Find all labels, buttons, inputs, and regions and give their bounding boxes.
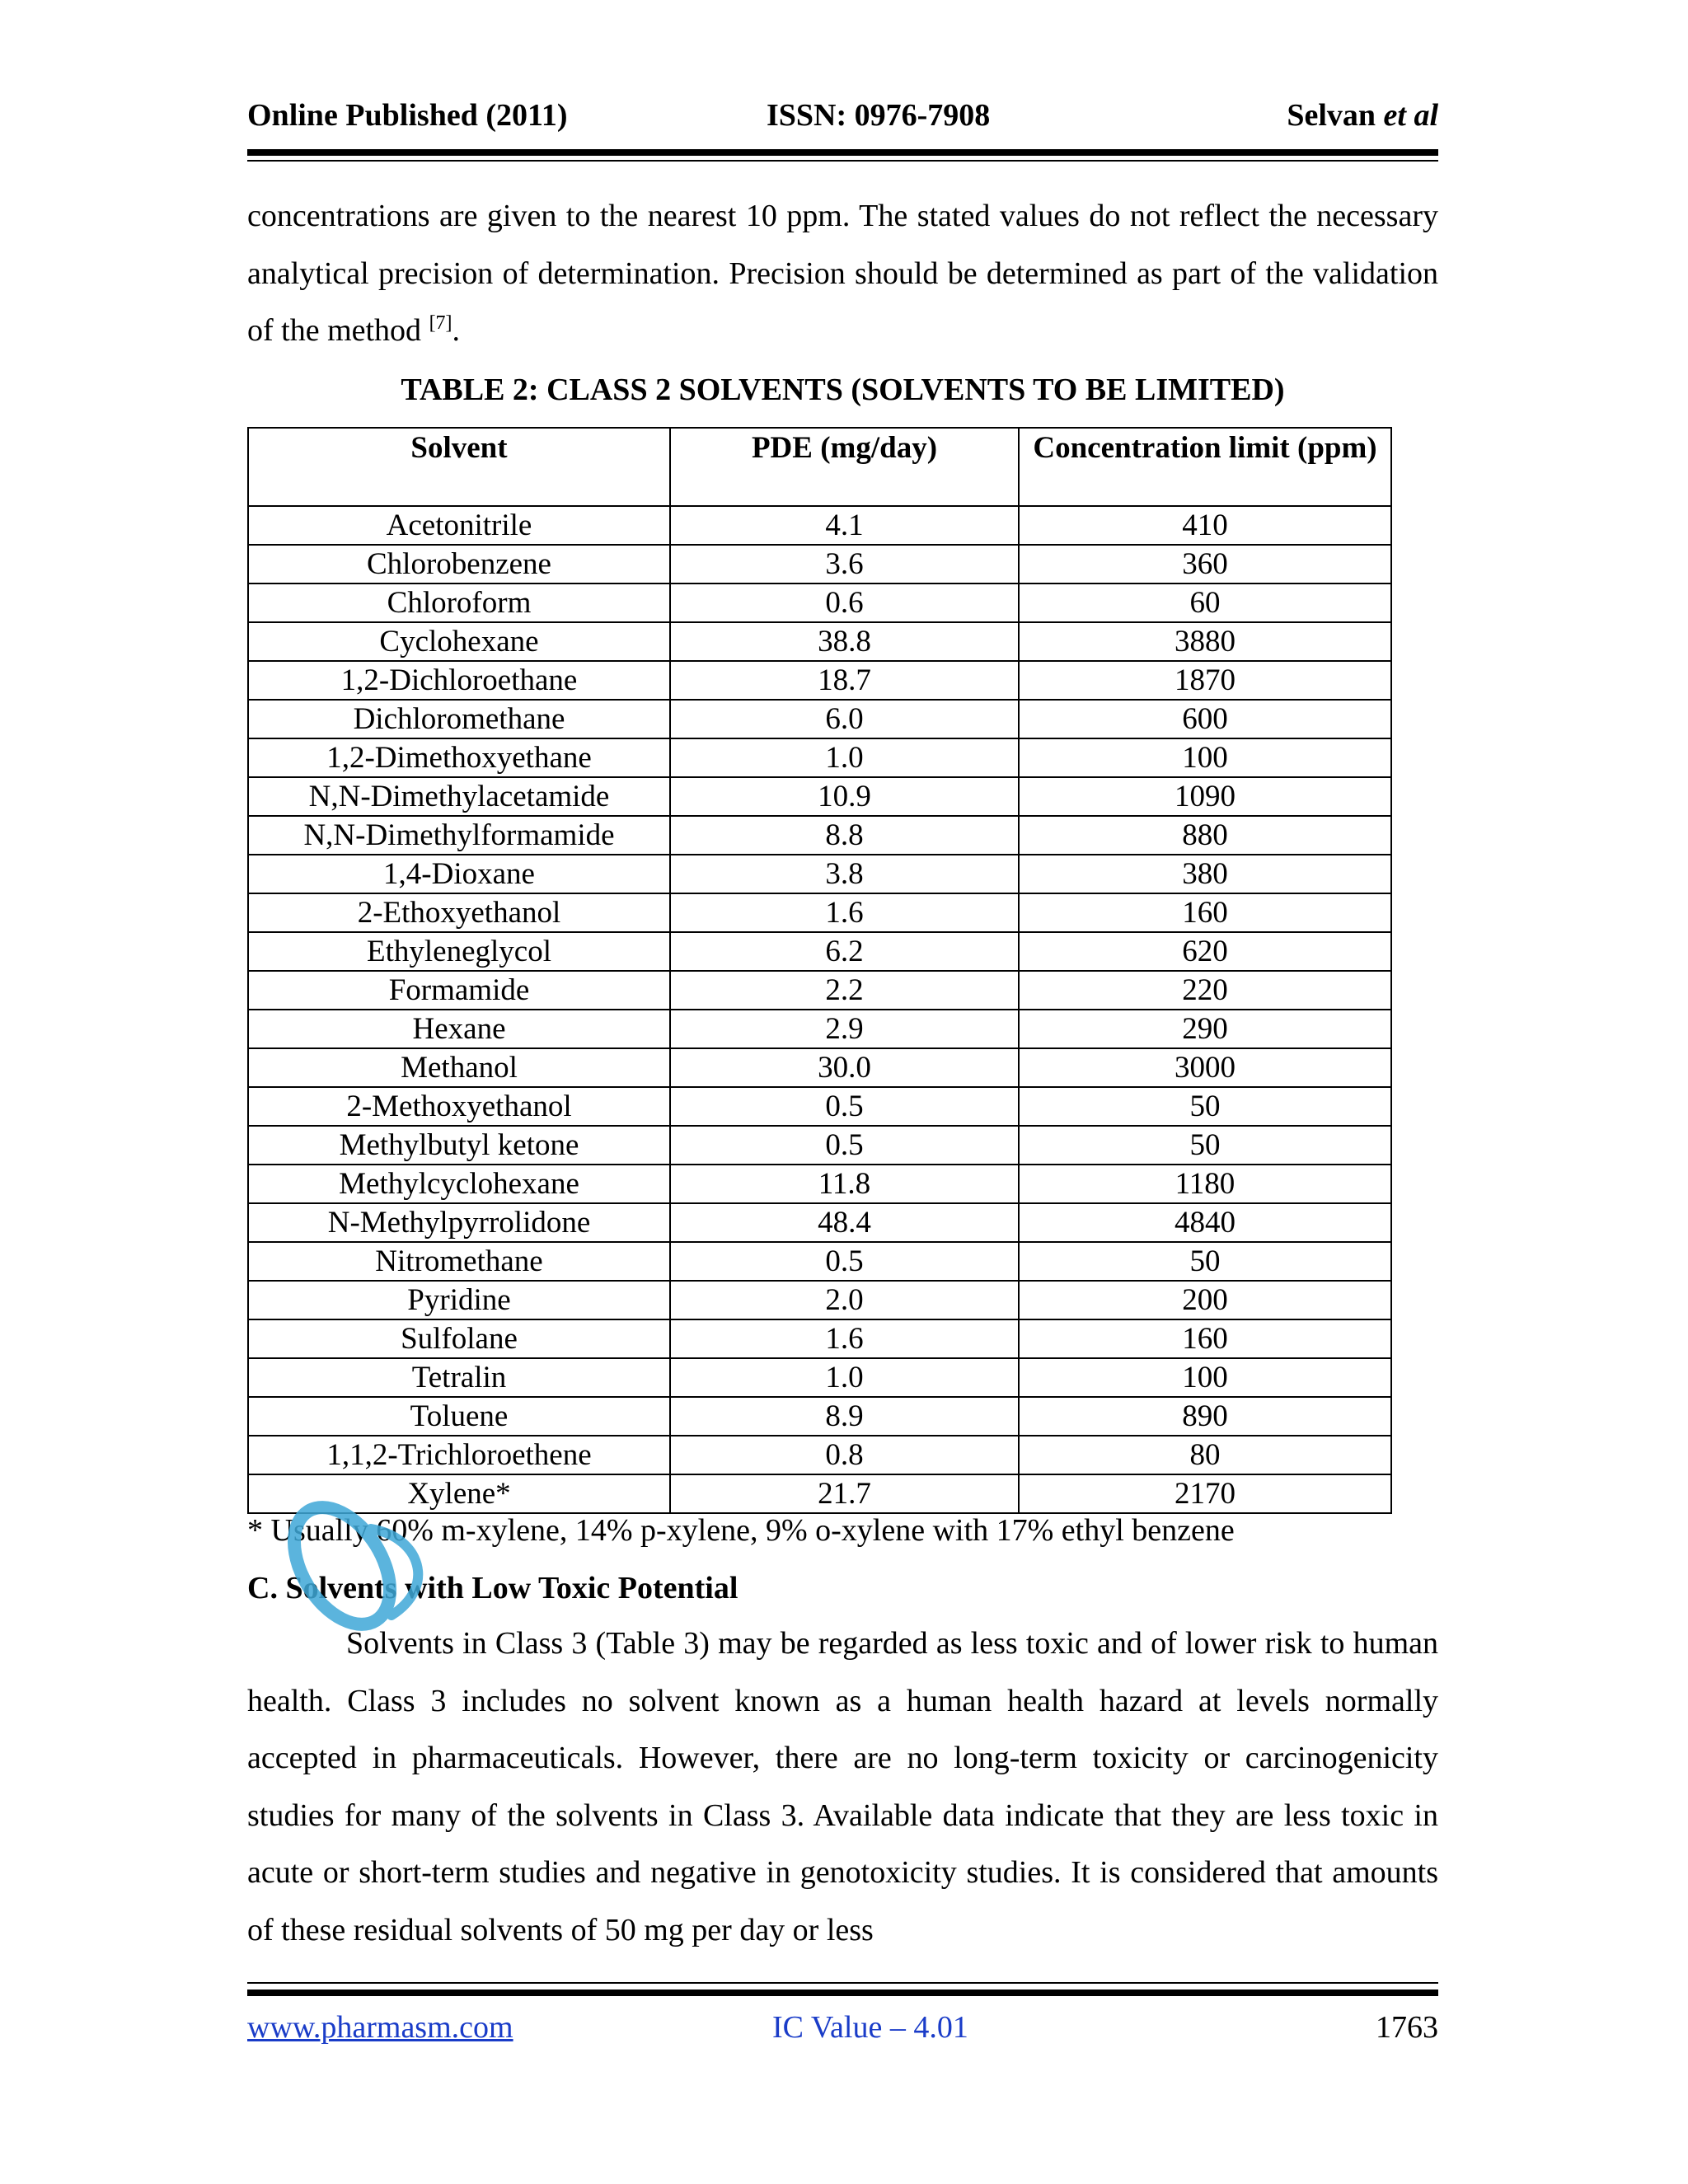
cell-concentration-limit: 380 xyxy=(1019,855,1391,893)
cell-pde: 30.0 xyxy=(670,1048,1019,1087)
table-row xyxy=(248,1126,1391,1165)
header-rule-thick xyxy=(247,149,1438,156)
cell-solvent: 2-Methoxyethanol xyxy=(248,1087,670,1126)
cell-pde: 2.2 xyxy=(670,971,1019,1010)
cell-solvent: 1,2-Dichloroethane xyxy=(248,661,670,700)
table-row xyxy=(248,661,1391,700)
table-row xyxy=(248,893,1391,932)
cell-pde: 1.0 xyxy=(670,1358,1019,1397)
cell-pde: 0.8 xyxy=(670,1436,1019,1474)
cell-pde: 1.0 xyxy=(670,738,1019,777)
table-row xyxy=(248,583,1391,622)
table-row xyxy=(248,1397,1391,1436)
table-row xyxy=(248,622,1391,661)
cell-solvent: Toluene xyxy=(248,1397,670,1436)
table-row xyxy=(248,855,1391,893)
table-footnote: * Usually 60% m-xylene, 14% p-xylene, 9% o-xylene with 17% ethyl benzene xyxy=(247,1513,1235,1548)
cell-solvent: N,N-Dimethylacetamide xyxy=(248,777,670,816)
watermark-logo-icon xyxy=(247,1479,462,1644)
header-publication-year: Online Published (2011) xyxy=(247,98,568,133)
cell-pde: 6.2 xyxy=(670,932,1019,971)
cell-solvent: Nitromethane xyxy=(248,1242,670,1281)
header-author-suffix: et al xyxy=(1383,98,1438,133)
cell-concentration-limit: 290 xyxy=(1019,1010,1391,1048)
table-header-row xyxy=(248,428,1391,506)
cell-solvent: Chlorobenzene xyxy=(248,545,670,583)
footer-ic-value: IC Value – 4.01 xyxy=(772,2010,968,2045)
column-header-solvent: Solvent xyxy=(248,428,670,506)
cell-pde: 0.6 xyxy=(670,583,1019,622)
section-heading: C. Solvents with Low Toxic Potential xyxy=(247,1571,738,1605)
cell-solvent: 1,2-Dimethoxyethane xyxy=(248,738,670,777)
cell-solvent: Dichloromethane xyxy=(248,700,670,738)
running-header xyxy=(247,97,1438,134)
cell-pde: 3.6 xyxy=(670,545,1019,583)
cell-solvent: Acetonitrile xyxy=(248,506,670,545)
cell-solvent: Pyridine xyxy=(248,1281,670,1319)
footer-rule-thick xyxy=(247,1990,1438,1996)
intro-text: concentrations are given to the nearest 10 ppm. The stated values do not reflect the necessary analytical precision of determination. Precision should be determined as part of the validation of the method xyxy=(247,199,1438,348)
intro-paragraph xyxy=(247,188,1438,360)
footer-website-link[interactable]: www.pharmasm.com xyxy=(247,2010,513,2045)
table-title: TABLE 2: CLASS 2 SOLVENTS (SOLVENTS TO BE LIMITED) xyxy=(401,373,1285,407)
table-row xyxy=(248,1087,1391,1126)
cell-solvent: N-Methylpyrrolidone xyxy=(248,1203,670,1242)
cell-pde: 18.7 xyxy=(670,661,1019,700)
table-row xyxy=(248,971,1391,1010)
cell-concentration-limit: 100 xyxy=(1019,738,1391,777)
cell-solvent: Formamide xyxy=(248,971,670,1010)
cell-solvent: Cyclohexane xyxy=(248,622,670,661)
table-row xyxy=(248,1281,1391,1319)
cell-concentration-limit: 200 xyxy=(1019,1281,1391,1319)
cell-concentration-limit: 1090 xyxy=(1019,777,1391,816)
cell-concentration-limit: 3880 xyxy=(1019,622,1391,661)
cell-pde: 1.6 xyxy=(670,1319,1019,1358)
header-rule-thin xyxy=(247,160,1438,162)
column-header-concentration-limit: Concentration limit (ppm) xyxy=(1019,428,1391,506)
intro-end: . xyxy=(452,313,461,348)
cell-concentration-limit: 80 xyxy=(1019,1436,1391,1474)
cell-concentration-limit: 2170 xyxy=(1019,1474,1391,1513)
cell-concentration-limit: 100 xyxy=(1019,1358,1391,1397)
cell-concentration-limit: 600 xyxy=(1019,700,1391,738)
cell-solvent: Tetralin xyxy=(248,1358,670,1397)
table-row xyxy=(248,1242,1391,1281)
cell-pde: 6.0 xyxy=(670,700,1019,738)
footer-page-number: 1763 xyxy=(1376,2010,1438,2045)
cell-solvent: 1,4-Dioxane xyxy=(248,855,670,893)
cell-solvent: Sulfolane xyxy=(248,1319,670,1358)
cell-solvent: Methanol xyxy=(248,1048,670,1087)
cell-concentration-limit: 360 xyxy=(1019,545,1391,583)
table-row xyxy=(248,932,1391,971)
header-authors xyxy=(1287,97,1438,134)
table-row xyxy=(248,1436,1391,1474)
table-row xyxy=(248,1203,1391,1242)
cell-pde: 10.9 xyxy=(670,777,1019,816)
cell-pde: 8.8 xyxy=(670,816,1019,855)
cell-solvent: Methylbutyl ketone xyxy=(248,1126,670,1165)
cell-solvent: 1,1,2-Trichloroethene xyxy=(248,1436,670,1474)
table-row xyxy=(248,1048,1391,1087)
table-row xyxy=(248,777,1391,816)
cell-pde: 3.8 xyxy=(670,855,1019,893)
cell-pde: 48.4 xyxy=(670,1203,1019,1242)
cell-concentration-limit: 3000 xyxy=(1019,1048,1391,1087)
cell-solvent: Xylene* xyxy=(248,1474,670,1513)
cell-pde: 2.0 xyxy=(670,1281,1019,1319)
cell-concentration-limit: 50 xyxy=(1019,1087,1391,1126)
solvents-table xyxy=(247,427,1392,1514)
cell-solvent: N,N-Dimethylformamide xyxy=(248,816,670,855)
cell-concentration-limit: 1870 xyxy=(1019,661,1391,700)
cell-pde: 0.5 xyxy=(670,1087,1019,1126)
cell-pde: 38.8 xyxy=(670,622,1019,661)
cell-pde: 0.5 xyxy=(670,1242,1019,1281)
cell-concentration-limit: 160 xyxy=(1019,893,1391,932)
table-row xyxy=(248,700,1391,738)
table-row xyxy=(248,1010,1391,1048)
cell-pde: 2.9 xyxy=(670,1010,1019,1048)
footer-rule-thin xyxy=(247,1982,1438,1984)
cell-pde: 0.5 xyxy=(670,1126,1019,1165)
cell-concentration-limit: 50 xyxy=(1019,1126,1391,1165)
cell-pde: 11.8 xyxy=(670,1165,1019,1203)
cell-concentration-limit: 50 xyxy=(1019,1242,1391,1281)
table-row xyxy=(248,506,1391,545)
cell-pde: 8.9 xyxy=(670,1397,1019,1436)
cell-concentration-limit: 220 xyxy=(1019,971,1391,1010)
cell-solvent: Hexane xyxy=(248,1010,670,1048)
cell-solvent: 2-Ethoxyethanol xyxy=(248,893,670,932)
table-row xyxy=(248,545,1391,583)
cell-pde: 21.7 xyxy=(670,1474,1019,1513)
cell-concentration-limit: 620 xyxy=(1019,932,1391,971)
cell-concentration-limit: 880 xyxy=(1019,816,1391,855)
intro-citation: [7] xyxy=(429,312,452,334)
cell-solvent: Chloroform xyxy=(248,583,670,622)
table-row xyxy=(248,816,1391,855)
column-header-pde: PDE (mg/day) xyxy=(670,428,1019,506)
cell-concentration-limit: 1180 xyxy=(1019,1165,1391,1203)
cell-solvent: Ethyleneglycol xyxy=(248,932,670,971)
cell-concentration-limit: 160 xyxy=(1019,1319,1391,1358)
header-issn: ISSN: 0976-7908 xyxy=(767,98,991,133)
cell-concentration-limit: 4840 xyxy=(1019,1203,1391,1242)
section-paragraph: Solvents in Class 3 (Table 3) may be regarded as less toxic and of lower risk to human health. Class 3 includes no solvent known as a human health hazard at levels normally accepted in pharmaceuticals. However, there are no long-term toxicity or carcinogenicity studies for many of the solvents in Class 3. Available data indicate that they are less toxic in acute or short-term studies and negative in genotoxicity studies. It is considered that amounts of these residual solvents of 50 mg per day or less xyxy=(247,1626,1438,1947)
table-row xyxy=(248,738,1391,777)
cell-concentration-limit: 410 xyxy=(1019,506,1391,545)
cell-solvent: Methylcyclohexane xyxy=(248,1165,670,1203)
table-row xyxy=(248,1319,1391,1358)
header-author-name: Selvan xyxy=(1287,98,1376,133)
table-row xyxy=(248,1358,1391,1397)
table-row xyxy=(248,1165,1391,1203)
cell-concentration-limit: 890 xyxy=(1019,1397,1391,1436)
cell-pde: 4.1 xyxy=(670,506,1019,545)
cell-concentration-limit: 60 xyxy=(1019,583,1391,622)
cell-pde: 1.6 xyxy=(670,893,1019,932)
